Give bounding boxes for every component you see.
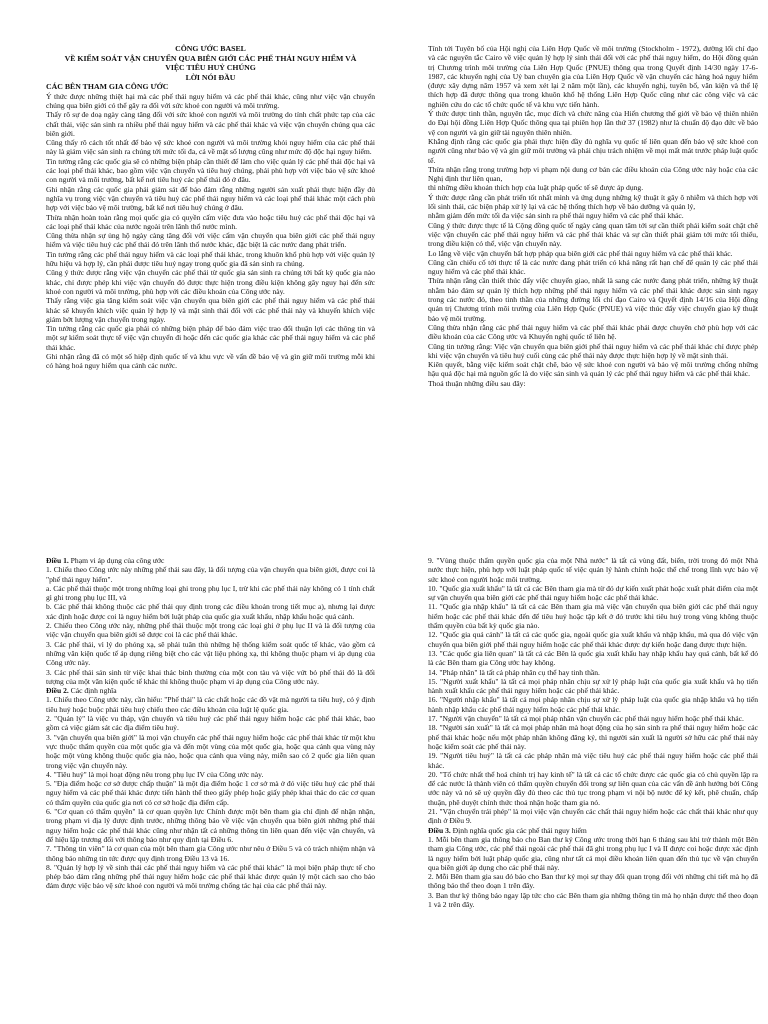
paragraph: Tin tưởng rằng các quốc gia phải có những biện pháp để bảo đảm việc trao đổi thuận lợi các thông tin và một sự kiểm soát thực tế việc vận chuyển đi hoặc đến các quốc gia khác các phế thải nguy hiểm và các phế thải khác. <box>46 324 375 352</box>
paragraph: Ý thức được tinh thần, nguyên tắc, mục đích và chức năng của Hiến chương thế giới về bảo vệ thiên nhiên do Đại hội đồng Liên Hợp Quốc thông qua tại phiên họp lần thứ 37 (1982) như là chuẩn độ đạo đức về bảo vệ con người và gìn giữ tài nguyên thiên nhiên. <box>428 109 758 137</box>
paragraph-text: 12. "Quốc gia quá cảnh" là tất cả các quốc gia, ngoài quốc gia xuất khẩu và nhập khẩu, mà qua đó việc vận chuyển qua biên giới phế thải nguy hiểm hoặc các phế thải khác được dự kiến hoặc đang được thực hiện. <box>428 630 758 649</box>
paragraph: Cũng tin tưởng rằng: Việc vận chuyển qua biên giới phế thải nguy hiểm và các phế thải khác chỉ được phép khi việc vận chuyển và tiêu huỷ cuối cùng các phế thải này được thực hiện hợp lý về mặt sinh thái. <box>428 341 758 360</box>
paragraph-text: 19. "Người tiêu huỷ" là tất cả các pháp nhân mà việc tiêu huỷ các phế thải nguy hiểm hoặc các phế thải khác. <box>428 751 758 770</box>
paragraph: Cũng thừa nhận rằng các phế thải nguy hiểm và các phế thải khác phải được chuyên chở phù hợp với các điều khoản của các Công ước và Khuyến nghị quốc tế liên hệ. <box>428 322 758 342</box>
paragraph <box>428 649 758 668</box>
title-line: VỀ KIỂM SOÁT VẬN CHUYỂN QUA BIÊN GIỚI CÁC PHẾ THẢI NGUY HIỂM VÀ <box>64 53 357 63</box>
paragraph <box>46 714 375 733</box>
paragraph-text: 2. Chiếu theo Công ước này, những phế thải thuộc một trong các loại ghi ở phụ lục II và là đối tượng của việc vận chuyển qua biên giới sẽ được coi là các phế thải khác. <box>46 621 375 640</box>
paragraph-text: 21. "Vận chuyển trái phép" là mọi việc vận chuyển các chất thải nguy hiểm hoặc các chất thải khác như quy định ở Điều 9. <box>428 807 758 826</box>
paragraph <box>428 677 758 696</box>
preamble-body-continued <box>428 44 758 388</box>
document-title <box>46 44 375 82</box>
paragraph: Thấy rằng việc gia tăng kiểm soát việc vận chuyển qua biên giới các phế thải nguy hiểm và các phế thải khác sẽ khuyến khích việc quản lý hợp lý và mặt sinh thái đối với các phế thải này và khuyến khích việc giảm bớt lượng vận chuyển trong ngày. <box>46 296 375 324</box>
paragraph-text: 9. "Vùng thuộc thẩm quyền quốc gia của một Nhà nước" là tất cả vùng đất, biển, trời trong đó một Nhà nước thực hiện, phù hợp với luật pháp quốc tế việc quản lý hành chính hoặc thể chế trong lĩnh vực bảo vệ sức khoẻ con người hoặc môi trường. <box>428 556 758 584</box>
paragraph: Khẳng định rằng các quốc gia phải thực hiện đầy đủ nghĩa vụ quốc tế liên quan đến bảo vệ sức khoẻ con người cũng như bảo vệ và gìn giữ môi trường và phải chịu trách nhiệm về mọi mất mát trước pháp luật quốc tế. <box>428 136 758 165</box>
paragraph: Ý thức được những thiệt hại mà các phế thải nguy hiểm và các phế thải khác, cũng như việc vận chuyển chúng qua biên giới có thể gây ra đối với sức khoẻ con người và môi trường. <box>46 91 375 110</box>
paragraph <box>46 668 375 687</box>
paragraph-text: 1. Chiếu theo Công ước này những phế thải sau đây, là đối tượng của vận chuyển qua biên giới, được coi là "phế thải nguy hiểm". <box>46 565 375 584</box>
title-line: VIỆC TIÊU HUỶ CHÚNG <box>165 63 256 73</box>
paragraph: Cũng thấy rõ cách tốt nhất để bảo vệ sức khoẻ con người và môi trường khỏi nguy hiểm của các phế thải này là giảm việc sản sinh ra chúng tới mức tối đa, cả về mặt số lượng cũng như mức độ độc hại nguy hiểm. <box>46 138 375 157</box>
paragraph <box>428 602 758 630</box>
paragraph <box>428 807 758 826</box>
paragraph: thì những điều khoản thích hợp của luật pháp quốc tế sẽ được áp dụng. <box>428 183 644 193</box>
paragraph-text: 20. "Tổ chức nhất thể hoá chính trị hay kinh tế" là tất cả các tổ chức được các quốc gia có chủ quyền lập ra để các nước là thành viên có thẩm quyền chuyển đổi trong sự liên quan của các vấn đề ảnh hưởng bởi Công ước này và nó sẽ uỷ quyền đầy đủ theo các thủ tục trong phạm vi nội bộ nước để ký kết, phê chuẩn, chấp thuận, phê duyệt chính thức thoả nhận hoặc tham gia nó. <box>428 769 758 807</box>
paragraph-text: 4. "Tiêu huỷ" là mọi hoạt động nêu trong phụ lục IV của Công ước này. <box>46 769 264 779</box>
paragraph <box>428 695 758 714</box>
title-line: LỜI NÓI ĐẦU <box>185 72 236 82</box>
paragraph-text: 5. "Địa điểm hoặc cơ sở được chấp thuận" là một địa điểm hoặc 1 cơ sở mà ở đó việc tiêu huỷ các phế thải nguy hiểm và các phế thải khác được tiến hành thể theo giấy phép hoặc giấy phép khai thác do các cơ quan có thẩm quyền của quốc gia nơi có cơ sở hoặc địa điểm cấp. <box>46 779 375 807</box>
column-top-left <box>46 44 375 496</box>
paragraph <box>428 668 758 677</box>
section-heading: CÁC BÊN THAM GIA CÔNG ƯỚC <box>46 82 169 92</box>
paragraph <box>428 872 758 891</box>
paragraph: Tin tưởng rằng các phế thải nguy hiểm và các loại phế thải khác, trong khuôn khổ phù hợp với việc quản lý hữu hiệu và hợp lý, cần phải được tiêu huỷ ngay trong quốc gia đã sản sinh ra chúng. <box>46 249 375 269</box>
paragraph <box>46 779 375 807</box>
paragraph <box>46 556 375 565</box>
paragraph-text: 10. "Quốc gia xuất khẩu" là tất cả các Bên tham gia mà từ đó dự kiến xuất phát hoặc xuất phát điểm của một sự vận chuyển qua biên giới các phế thải nguy hiểm hoặc các phế thải khác. <box>428 583 758 603</box>
paragraph: Thừa nhận rằng cần thiết thúc đẩy việc chuyển giao, nhất là sang các nước đang phát triển, những kỹ thuật nhằm bảo đảm sự quản lý thích hợp những phế thải nguy hiểm và các phế thải khác được sản sinh ngay trong các nước đó, theo tinh thần của những đường lối chỉ đạo Cairo và Quyết định 14/16 của Hội đồng quản trị Chương trình môi trường của Liên Hợp Quốc (PNUE) và việc thúc đẩy việc chuyển giao kỹ thuật bảo vệ môi trường. <box>428 276 758 323</box>
title-line: CÔNG ƯỚC BASEL <box>175 44 246 53</box>
paragraph-text: 8. "Quản lý hợp lý về sinh thái các phế thải nguy hiểm và các phế thải khác" là mọi biện pháp thực tế cho phép bảo đảm rằng những phế thải nguy hiểm hoặc các phế thải khác được quản lý một cách sao cho bảo đảm được việc bảo vệ sức khoẻ con người và môi trường chống tác hại của các phế thải này. <box>46 862 375 891</box>
paragraph-text: 7. "Thông tin viên" là cơ quan của một bên tham gia Công ước như nêu ở Điều 5 và có trách nhiệm nhận và thông báo những tin tức được quy định trong Điều 13 và 16. <box>46 844 375 863</box>
paragraph <box>46 602 375 621</box>
paragraph-text: 18. "Người sản xuất" là tất cả mọi pháp nhân mà hoạt động của họ sản sinh ra phế thải nguy hiểm hoặc các phế thải khác hoặc nếu một pháp nhân không đăng ký, thì người sản xuất là người sở hữu các phế thải này hoặc kiểm soát các phế thải này. <box>428 723 758 751</box>
preamble-body <box>46 92 375 371</box>
paragraph-text: 3. Các phế thải sản sinh từ việc khai thác bình thường của một con tàu và việc vứt bỏ phế thải đó là đối tượng của một văn kiện quốc tế khác thì không thuộc phạm vi áp dụng của Công ước này. <box>46 667 375 686</box>
paragraph: Ghi nhận rằng các quốc gia phải giám sát để bảo đảm rằng những người sản xuất phải thực hiện đầy đủ nghĩa vụ trong việc vận chuyển và tiêu huỷ các phế thải nguy hiểm và các loại phế thải khác một cách phù hợp với việc bảo vệ môi trường, bất kể nơi tiêu huỷ chúng ở đâu. <box>46 184 375 213</box>
paragraph <box>428 835 758 872</box>
article-title: Phạm vi áp dụng của công ước <box>68 556 165 565</box>
paragraph <box>46 686 375 695</box>
paragraph: Thừa nhận hoàn toàn rằng mọi quốc gia có quyền cấm việc đưa vào hoặc tiêu huỷ các phế thải độc hại và các loại phế thải khác của nước ngoài trên lãnh thổ nước mình. <box>46 212 375 231</box>
column-top-right <box>428 44 758 496</box>
paragraph-text: 15. "Người xuất khẩu" là tất cả mọi pháp nhân chịu sự xử lý pháp luật của quốc gia xuất khẩu và họ tiến hành xuất khẩu các phế thải nguy hiểm hoặc các phế thải khác. <box>428 676 758 696</box>
paragraph <box>46 770 375 779</box>
paragraph-text: b. Các phế thải không thuộc các phế thải quy định trong các điều khoản trong tiết mục a), nhưng lại được xác định hoặc được coi là nguy hiểm bởi luật pháp của quốc gia xuất khẩu, nhập khẩu hoặc quá cảnh. <box>46 602 375 621</box>
paragraph-text: 2. Mỗi Bên tham gia sau đó báo cho Ban thư ký mọi sự thay đổi quan trọng đối với những chi tiết mà họ đã thông báo thể theo đoạn 1 trên đây. <box>428 872 758 891</box>
paragraph-text: a. Các phế thải thuộc một trong những loại ghi trong phụ lục I, trừ khi các phế thải này không có 1 tính chất gì ghi trong phụ lục III, và <box>46 583 375 603</box>
paragraph: Ghi nhận rằng đã có một số hiệp định quốc tế và khu vực về vấn đề bảo vệ và gìn giữ môi trường mỗi khi có hàng hoá nguy hiểm qua cảnh các nước. <box>46 351 375 371</box>
paragraph: Kiên quyết, bằng việc kiểm soát chặt chẽ, bảo vệ sức khoẻ con người và bảo vệ môi trường chống những hậu quả độc hại mà nguồn gốc là do việc sản sinh và quản lý các phế thải nguy hiểm và các phế thải khác. <box>428 360 758 379</box>
paragraph-text: 1. Mỗi bên tham gia thông báo cho Ban thư ký Công ước trong thời hạn 6 tháng sau khi trở thành một Bên tham gia Công ước, các phế thải ngoài các phế thải đã ghi trong phụ lục I và II được coi hoặc được xác định là nguy hiểm bởi luật pháp quốc gia, cũng như tất cả mọi điều khoản liên quan đến thủ tục về vận chuyển qua biên giới áp dụng cho các phế thải này. <box>428 834 758 872</box>
paragraph-text: 2. "Quản lý" là việc vu tháp, vận chuyển và tiêu huỷ các phế thải nguy hiểm hoặc các phế thải khác, bao gồm cả việc giám sát các địa điểm tiêu huỷ. <box>46 714 375 733</box>
paragraph <box>46 640 375 668</box>
paragraph <box>428 584 758 603</box>
articles-body-continued <box>428 556 758 909</box>
paragraph: Thấy rõ sự đe doạ ngày càng tăng đối với sức khoẻ con người và môi trường do tính chất phức tạp của các chất thải, việc sản sinh ra nhiều phế thải nguy hiểm và các phế thải khác và việc vận chuyển chúng qua các biên giới. <box>46 110 375 138</box>
article-title: Các định nghĩa <box>68 686 117 696</box>
paragraph <box>428 714 758 723</box>
article-number: Điều 1. <box>46 556 69 565</box>
paragraph-text: 1. Chiếu theo Công ước này, cần hiểu: "Phế thải" là các chất hoặc các đồ vật mà người ta tiêu huỷ, có ý định tiêu huỷ hoặc buộc phải tiêu huỷ chiếu theo các điều khoản của luật lệ quốc gia. <box>46 695 375 714</box>
paragraph: Tính tới Tuyên bố của Hội nghị của Liên Hợp Quốc về môi trường (Stockholm - 1972), đường lối chỉ đạo và các nguyên tắc Cairo về việc quản lý hợp lý sinh thái đối với các phế thải nguy hiểm, do Hội đồng quản trị Chương trình môi trường của Liên Hợp Quốc (PNUE) thông qua trong Quyết định 14/30 ngày 17-6-1987, các khuyến nghị của Uỷ ban chuyên gia của Liên Hợp Quốc về vận chuyển các hàng hoá nguy hiểm (được xây dựng năm 1957 và xem xét lại 2 năm một lần), các khuyến nghị, tuyên bố, văn kiện và thể lệ thích hợp đã được thông qua trong khuôn khổ hệ thống Liên Hợp Quốc cũng như các công việc và các nghiên cứu do các tổ chức quốc tế và khu vực tiến hành. <box>428 44 758 109</box>
paragraph <box>46 565 375 584</box>
paragraph-text: 3. "vận chuyển qua biên giới" là mọi vận chuyển các phế thải nguy hiểm hoặc các phế thải khác từ một khu vực thuộc thẩm quyền của một quốc gia và đến một vùng của một quốc gia, hoặc qua cảnh qua vùng này hoặc một vùng không thuộc quốc gia nào, hoặc qua cảnh qua vùng này, miễn sao có 2 quốc gia liên quan trong việc vận chuyển này. <box>46 732 375 770</box>
paragraph <box>46 733 375 770</box>
paragraph: Thoả thuận những điều sau đây: <box>428 378 526 388</box>
articles-body <box>46 556 375 891</box>
paragraph <box>46 621 375 640</box>
paragraph <box>46 807 375 844</box>
article-number: Điều 3. <box>428 825 451 835</box>
paragraph: Cũng ý thức được rằng việc vận chuyển các phế thải từ quốc gia sản sinh ra chúng tới bất kỳ quốc gia nào khác, chỉ được phép khi việc vận chuyển đó được thực hiện trong điều kiện không gây nguy hại đến sức khoẻ con người và môi trường, phù hợp với các điều khoản của Công ước này. <box>46 268 375 296</box>
paragraph: Cũng ý thức được thực tế là Cộng đồng quốc tế ngày càng quan tâm tới sự cần thiết phải kiểm soát chặt chẽ việc vận chuyển các phế thải nguy hiểm và các phế thải khác và sự cần thiết phải giảm tới mức tối thiểu, trong điều kiện có thể, việc vận chuyển này. <box>428 220 758 249</box>
article-number: Điều 2. <box>46 686 69 696</box>
paragraph-text: 3. Các phế thải, vì lý do phóng xạ, sẽ phải tuân thủ những hệ thống kiểm soát quốc tế khác, vào gồm cả những văn kiện quốc tế áp dụng riêng biệt cho các vật liệu phóng xạ, thì không thuộc phạm vi áp dụng của Công ước này. <box>46 639 375 668</box>
paragraph-text: 6. "Cơ quan có thẩm quyền" là cơ quan quyền lực Chính được một bên tham gia chỉ định để nhận nhận, trong phạm vi địa lý được định trước, những thông báo về việc vận chuyển qua biên giới những phế thải nguy hiểm hoặc các phế thải khác cũng như nhận tất cả những thông tin liên quan đến việc vận chuyển, và để hiệu lập trương đối với thông báo như quy định tại Điều 6. <box>46 807 375 844</box>
paragraph: Cũng thừa nhận sự ủng hộ ngày càng tăng đối với việc cấm vận chuyển qua biên giới các phế thải nguy hiểm và việc tiêu huỷ các phế thải đó trên lãnh thổ nước khác, đặc biệt là các nước đang phát triển. <box>46 231 375 250</box>
paragraph <box>428 826 758 835</box>
paragraph <box>46 695 375 714</box>
paragraph: nhằm giảm đến mức tối đa việc sản sinh ra phế thải nguy hiểm và các phế thải khác. <box>428 211 684 221</box>
paragraph-text: 3. Ban thư ký thông báo ngay lập tức cho các Bên tham gia những thông tin mà họ nhận được thể theo đoạn 1 và 2 trên đây. <box>428 890 758 909</box>
paragraph <box>46 584 375 603</box>
column-bottom-right <box>428 556 758 1018</box>
paragraph-text: 14. "Pháp nhân" là tất cả pháp nhân cụ thể hay tinh thần. <box>428 667 600 677</box>
paragraph: Cũng cần chiếu cố tới thực tế là các nước đang phát triển có khả năng rất hạn chế để quản lý các phế thải nguy hiểm và các phế thải khác. <box>428 257 758 277</box>
paragraph-text: 16. "Người nhập khẩu" là tất cả mọi pháp nhân chịu sự xử lý pháp luật của quốc gia nhập khẩu và họ tiến hành nhập khẩu các phế thải nguy hiểm hoặc các phế thải khác. <box>428 695 758 714</box>
paragraph <box>428 630 758 649</box>
paragraph: Lo lắng về việc vận chuyển bất hợp pháp qua biên giới các phế thải nguy hiểm và các phế thải khác. <box>428 248 733 258</box>
paragraph-text: 13. "Các quốc gia liên quan" là tất cả các Bên là quốc gia xuất khẩu hay nhập khẩu hay quá cảnh, bất kể đó là các Bên tham gia Công ước hay không. <box>428 648 758 668</box>
paragraph: Ý thức được rằng cần phát triển tốt nhất mình và ứng dụng những kỹ thuật ít gây ô nhiễm và thích hợp với lối sinh thái, các biện pháp xử lý lại và các hệ thống thích hợp về bảo dưỡng và quản lý, <box>428 192 758 212</box>
paragraph <box>46 844 375 863</box>
column-bottom-left <box>46 556 375 1018</box>
paragraph <box>428 751 758 770</box>
paragraph <box>428 556 758 584</box>
paragraph <box>428 891 758 910</box>
paragraph <box>46 863 375 891</box>
paragraph <box>428 723 758 751</box>
paragraph: Tin tưởng rằng các quốc gia sẽ có những biện pháp cần thiết để làm cho việc quản lý các phế thải độc hại và các loại phế thải khác, bao gồm việc vận chuyển và tiêu huỷ chúng, phải phù hợp với việc bảo vệ sức khoẻ con người và môi trường, bất kể nơi tiêu huỷ các phế thải đó ở đâu. <box>46 156 375 185</box>
paragraph-text: 11. "Quốc gia nhập khẩu" là tất cả các Bên tham gia mà việc vận chuyển qua biên giới các phế thải nguy hiểm hoặc các phế thải khác đến để tiêu huỷ hoặc tập kết ở đó trước khi tiêu huỷ trong vùng không thuộc thẩm quyền của bất kỳ quốc gia nào. <box>428 602 758 631</box>
paragraph <box>428 770 758 807</box>
paragraph-text: 17. "Người vận chuyển" là tất cả mọi pháp nhân vận chuyển các phế thải nguy hiểm hoặc phế thải khác. <box>428 714 744 724</box>
article-title: Định nghĩa quốc gia các phế thải nguy hiểm <box>450 825 587 835</box>
paragraph: Thừa nhận rằng trong trường hợp vi phạm nội dung cơ bản các điều khoản của Công ước này hoặc của các Nghị định thư liên quan, <box>428 164 758 184</box>
